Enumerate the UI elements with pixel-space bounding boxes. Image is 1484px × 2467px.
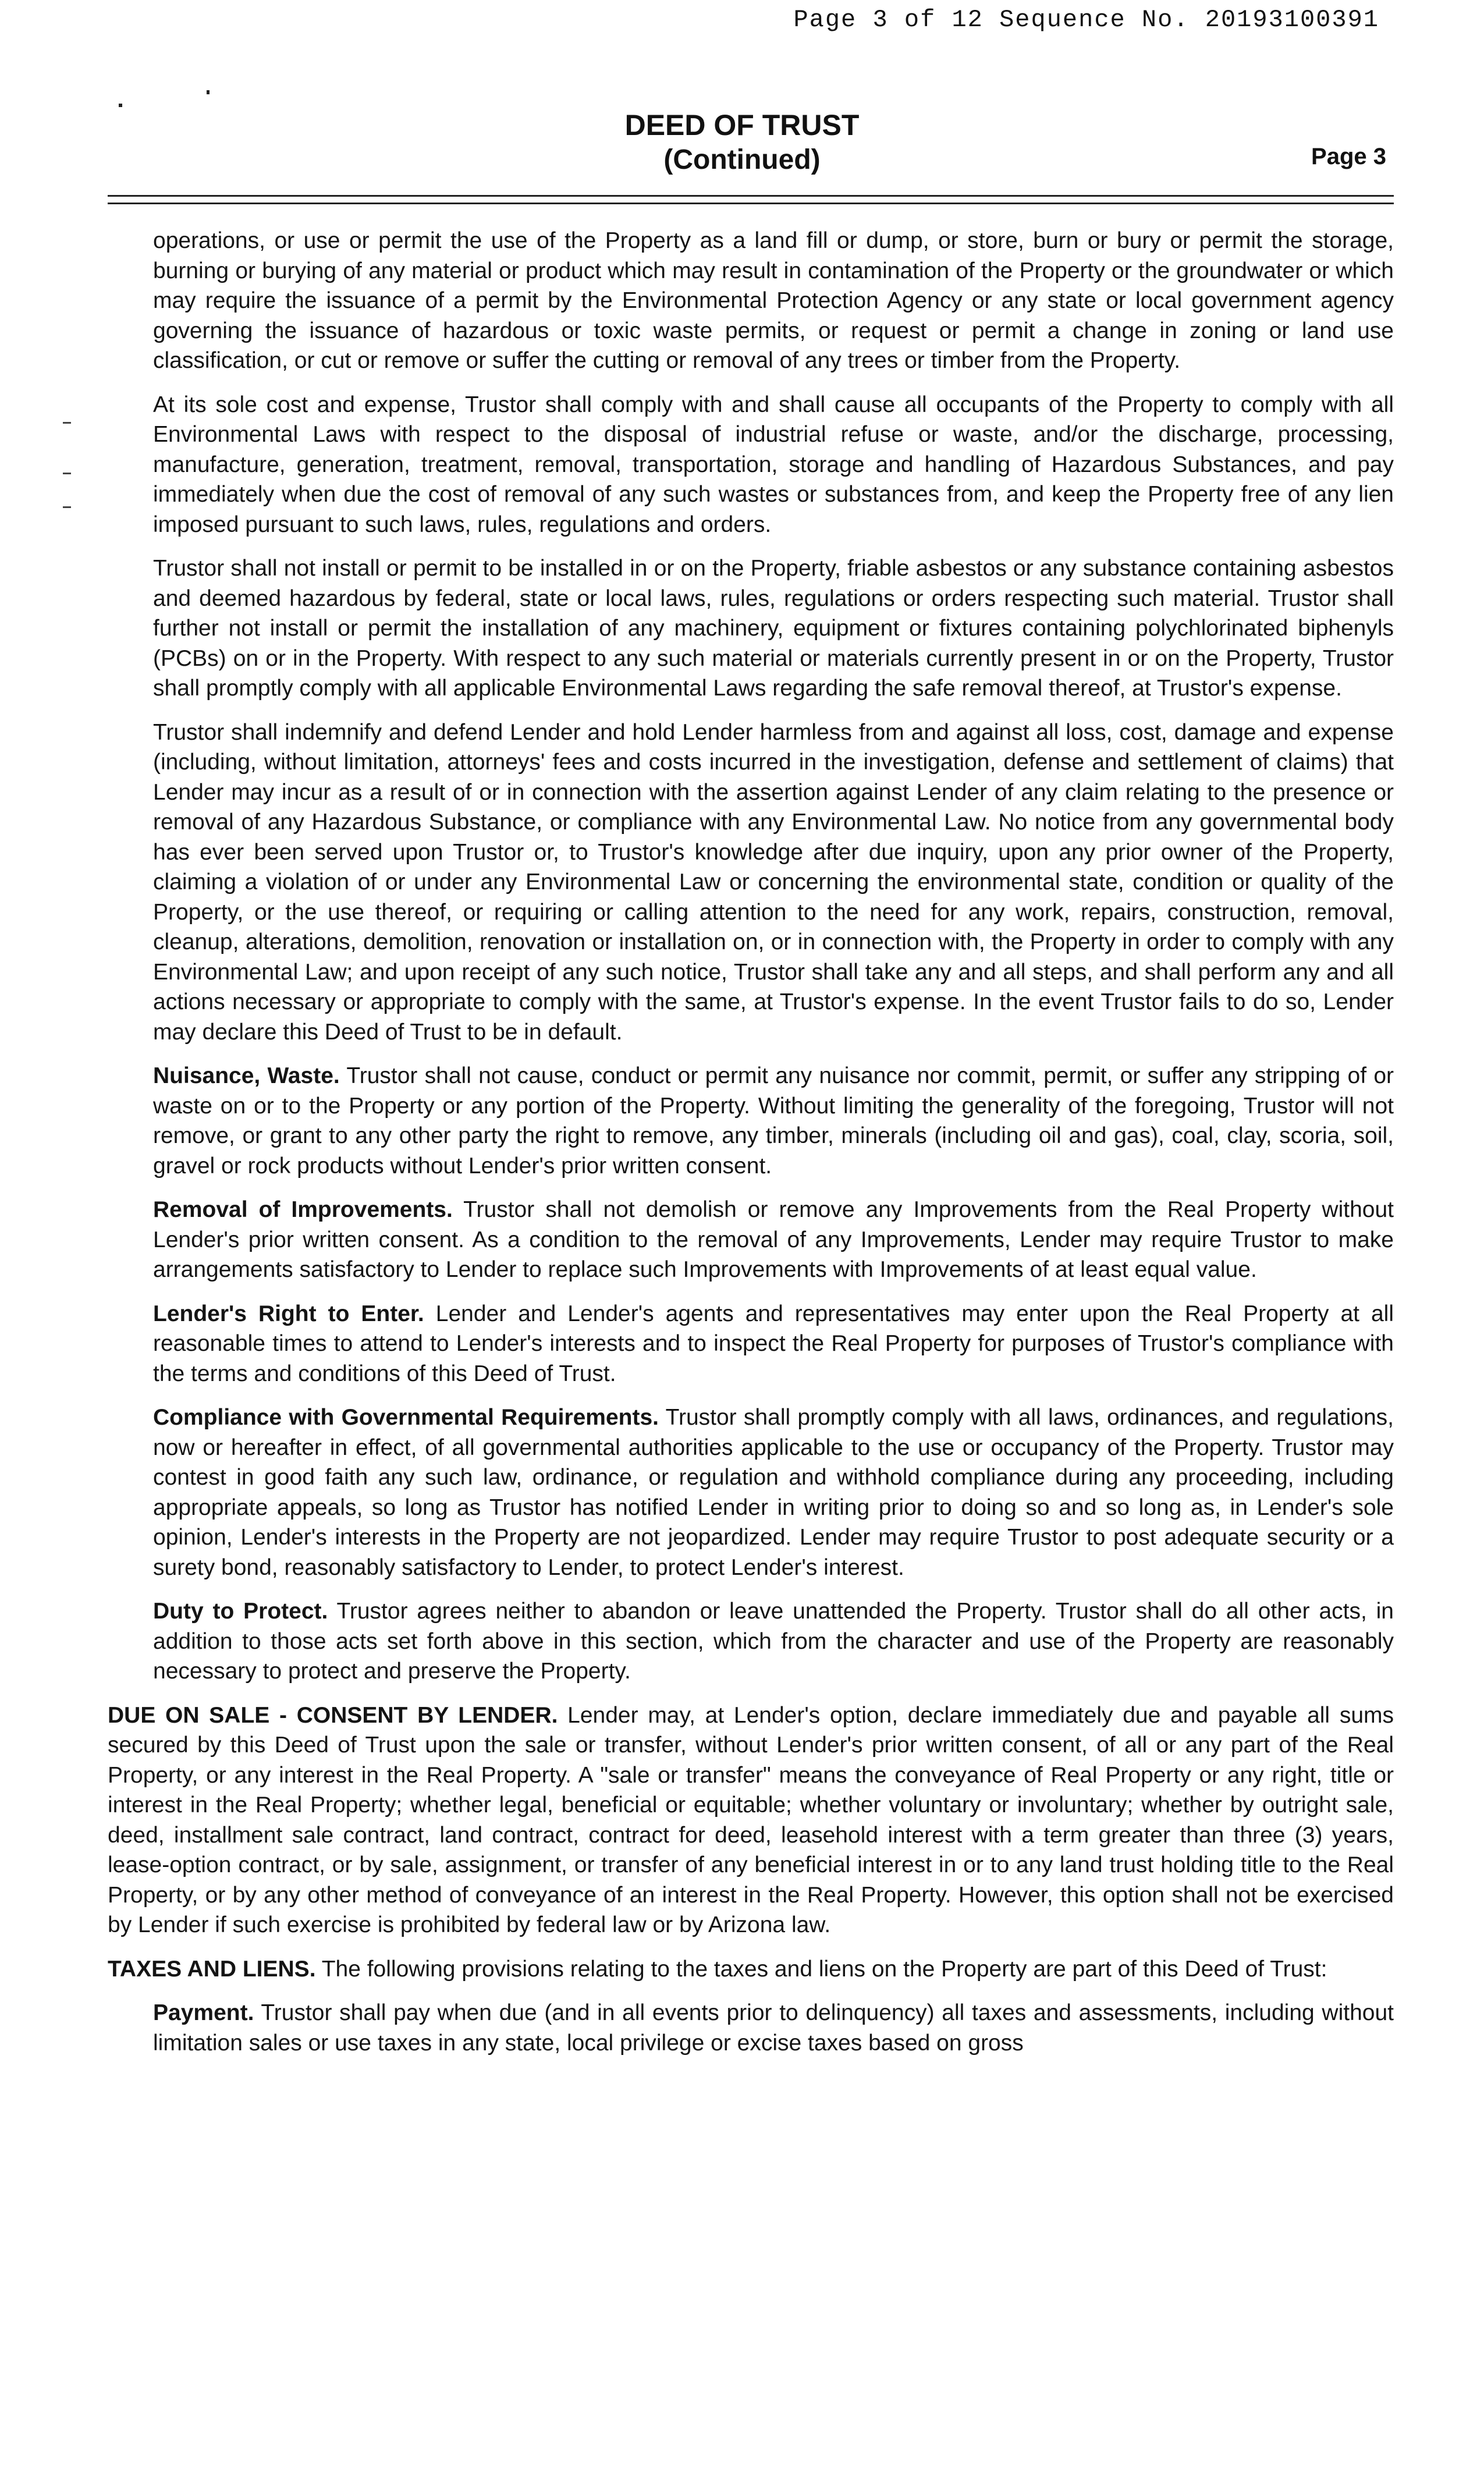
document-body <box>108 226 1394 2072</box>
margin-mark <box>63 506 71 508</box>
section-heading: DUE ON SALE - CONSENT BY LENDER. <box>108 1702 558 1728</box>
document-subtitle: (Continued) <box>663 144 821 175</box>
paragraph-heading: Lender's Right to Enter. <box>153 1301 424 1326</box>
paragraph-text: Trustor shall not demolish or remove any Improvements from the Real Property without Lender's prior written consent. As a condition to the removal of any Improvements, Lender may require Trustor to make arrangements satisfactory to Lender to replace such Improvements with Improvements of at least equal value. <box>153 1197 1394 1282</box>
paragraph-right-to-enter <box>153 1299 1394 1389</box>
paragraph-text: Trustor shall indemnify and defend Lender and hold Lender harmless from and against all loss, cost, damage and expense (including, without limitation, attorneys' fees and costs incurred in the investigation, defense and settlement of claims) that Lender may incur as a result of or in connection with the assertion against Lender of any claim relating to the presence or removal of any Hazardous Substance, or compliance with any Environmental Law. No notice from any governmental body has ever been served upon Trustor or, to Trustor's knowledge after due inquiry, upon any prior owner of the Property, claiming a violation of or under any Environmental Law or concerning the environmental state, condition or quality of the Property, or the use thereof, or requiring or calling attention to the need for any work, repairs, construction, removal, cleanup, alterations, demolition, renovation or installation on, or in connection with, the Property in order to comply with any Environmental Law; and upon receipt of any such notice, Trustor shall take any and all steps, and shall perform any and all actions necessary or appropriate to comply with the same, at Trustor's expense. In the event Trustor fails to do so, Lender may declare this Deed of Trust to be in default. <box>153 719 1394 1045</box>
paragraph-heading: Nuisance, Waste. <box>153 1063 340 1088</box>
paragraph-heading: Payment. <box>153 2000 254 2025</box>
paragraph-heading: Removal of Improvements. <box>153 1197 453 1222</box>
paragraph-heading: Compliance with Governmental Requirements. <box>153 1405 659 1430</box>
title-block <box>0 108 1484 178</box>
paragraph-governmental-requirements <box>153 1403 1394 1582</box>
header-rule-top <box>108 195 1394 197</box>
paragraph-text: At its sole cost and expense, Trustor shall comply with and shall cause all occupants of the Property to comply with all Environmental Laws with respect to the disposal of industrial refuse or waste, and/or the discharge, processing, manufacture, generation, treatment, removal, transportation, storage and handling of Hazardous Substances, and pay immediately when due the cost of removal of any such wastes or substances from, and keep the Property free of any lien imposed pursuant to such laws, rules, regulations and orders. <box>153 392 1394 537</box>
paragraph-indemnification <box>153 718 1394 1048</box>
paragraph-nuisance-waste <box>153 1061 1394 1181</box>
paragraph-payment <box>153 1998 1394 2058</box>
scan-speck <box>119 104 122 107</box>
header-rule-bottom <box>108 203 1394 204</box>
paragraph-text: Trustor shall not cause, conduct or permit any nuisance nor commit, permit, or suffer any stripping of or waste on or to the Property or any portion of the Property. Without limiting the generality of the foregoing, Trustor will not remove, or grant to any other party the right to remove, any timber, minerals (including oil and gas), coal, clay, scoria, soil, gravel or rock products without Lender's prior written consent. <box>153 1063 1394 1179</box>
paragraph-taxes-and-liens <box>108 1954 1394 1985</box>
paragraph-due-on-sale <box>108 1701 1394 1940</box>
paragraph-heading: Duty to Protect. <box>153 1599 328 1624</box>
paragraph-removal-of-improvements <box>153 1195 1394 1285</box>
paragraph-text: Trustor shall promptly comply with all laws, ordinances, and regulations, now or hereafter in effect, of all governmental authorities applicable to the use or occupancy of the Property. Trustor may contest in good faith any such law, ordinance, or regulation and withhold compliance during any proceeding, including appropriate appeals, so long as Trustor has notified Lender in writing prior to doing so and so long as, in Lender's sole opinion, Lender's interests in the Property are not jeopardized. Lender may require Trustor to post adequate security or a surety bond, reasonably satisfactory to Lender, to protect Lender's interest. <box>153 1405 1394 1580</box>
margin-mark <box>63 473 71 474</box>
page-label: Page 3 <box>1311 144 1386 169</box>
paragraph-text: The following provisions relating to the taxes and liens on the Property are part of this Deed of Trust: <box>321 1956 1327 1982</box>
paragraph-text: Trustor agrees neither to abandon or leave unattended the Property. Trustor shall do all other acts, in addition to those acts set forth above in this section, which from the character and use of the Property are reasonably necessary to protect and preserve the Property. <box>153 1599 1394 1684</box>
paragraph-hazardous-use <box>153 226 1394 376</box>
margin-mark <box>63 422 71 424</box>
paragraph-text: operations, or use or permit the use of the Property as a land fill or dump, or store, burn or bury or permit the storage, burning or burying of any material or product which may result in contamination of the Property or the groundwater or which may require the issuance of a permit by the Environmental Protection Agency or any state or local government agency governing the issuance of hazardous or toxic waste permits, or request or permit a change in zoning or land use classification, or cut or remove or suffer the cutting or removal of any trees or timber from the Property. <box>153 228 1394 373</box>
paragraph-asbestos-pcbs <box>153 553 1394 704</box>
paragraph-text: Trustor shall pay when due (and in all events prior to delinquency) all taxes and assessments, including without limitation sales or use taxes in any state, local privilege or excise taxes based on gross <box>153 2000 1394 2056</box>
paragraph-duty-to-protect <box>153 1596 1394 1687</box>
paragraph-text: Lender may, at Lender's option, declare immediately due and payable all sums secured by this Deed of Trust upon the sale or transfer, without Lender's prior written consent, of all or any part of the Real Property, or any interest in the Real Property. A "sale or transfer" means the conveyance of Real Property or any right, title or interest in the Real Property; whether legal, beneficial or equitable; whether voluntary or involuntary; whether by outright sale, deed, installment sale contract, land contract, contract for deed, leasehold interest with a term greater than three (3) years, lease-option contract, or by sale, assignment, or transfer of any beneficial interest in or to any land trust holding title to the Real Property, or by any other method of conveyance of an interest in the Real Property. However, this option shall not be exercised by Lender if such exercise is prohibited by federal law or by Arizona law. <box>108 1702 1394 1937</box>
document-title: DEED OF TRUST <box>624 109 860 141</box>
paragraph-text: Trustor shall not install or permit to be installed in or on the Property, friable asbestos or any substance containing asbestos and deemed hazardous by federal, state or local laws, rules, regulations or orders respecting such material. Trustor shall further not install or permit the installation of any machinery, equipment or fixtures containing polychlorinated biphenyls (PCBs) on or in the Property. With respect to any such material or materials currently present in or on the Property, Trustor shall promptly comply with all applicable Environmental Laws regarding the safe removal thereof, at Trustor's expense. <box>153 556 1394 701</box>
paragraph-environmental-compliance <box>153 390 1394 540</box>
paragraph-text: Lender and Lender's agents and representatives may enter upon the Real Property at all reasonable times to attend to Lender's interests and to inspect the Real Property for purposes of Trustor's compliance with the terms and conditions of this Deed of Trust. <box>153 1301 1394 1386</box>
scan-speck <box>207 90 210 94</box>
section-heading: TAXES AND LIENS. <box>108 1956 316 1982</box>
sequence-header: Page 3 of 12 Sequence No. 20193100391 <box>793 6 1379 34</box>
